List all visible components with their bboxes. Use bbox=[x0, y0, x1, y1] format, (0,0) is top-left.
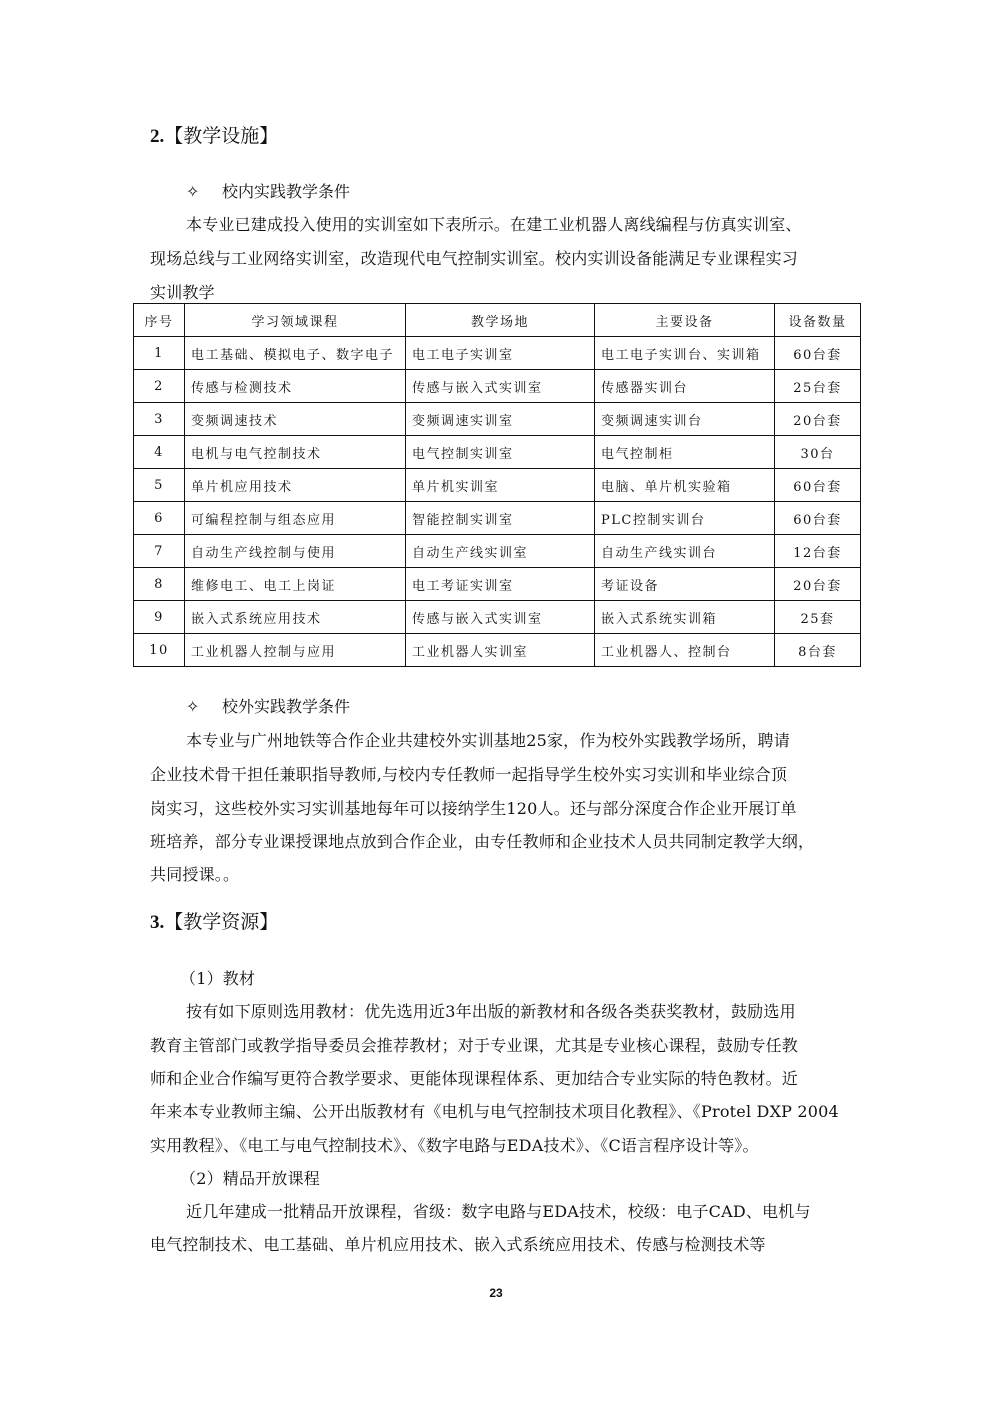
table-row bbox=[134, 370, 861, 403]
section-title: 【教学资源】 bbox=[164, 911, 279, 933]
cell-index: 8 bbox=[134, 568, 185, 601]
cell-equipment: 变频调速实训台 bbox=[595, 403, 775, 436]
cell-quantity: 25台套 bbox=[775, 370, 861, 403]
diamond-bullet-icon: ✧ bbox=[186, 697, 200, 716]
cell-quantity: 8台套 bbox=[775, 634, 861, 667]
subheading-offcampus: 校外实践教学条件 bbox=[222, 697, 351, 716]
paragraph-line: 岗实习，这些校外实习实训基地每年可以接纳学生120人。还与部分深度合作企业开展订单 bbox=[150, 799, 797, 818]
cell-course: 变频调速技术 bbox=[185, 403, 406, 436]
bullet-oncampus bbox=[186, 179, 350, 202]
paragraph-line: 现场总线与工业网络实训室，改造现代电气控制实训室。校内实训设备能满足专业课程实习 bbox=[150, 249, 799, 268]
table-row bbox=[134, 403, 861, 436]
subheading-oncampus: 校内实践教学条件 bbox=[222, 182, 351, 201]
section-title: 【教学设施】 bbox=[164, 125, 279, 147]
table-row bbox=[134, 436, 861, 469]
cell-index: 3 bbox=[134, 403, 185, 436]
cell-equipment: 嵌入式系统实训箱 bbox=[595, 601, 775, 634]
header-equipment: 主要设备 bbox=[595, 304, 775, 337]
cell-course: 工业机器人控制与应用 bbox=[185, 634, 406, 667]
cell-index: 6 bbox=[134, 502, 185, 535]
cell-equipment: 电脑、单片机实验箱 bbox=[595, 469, 775, 502]
paragraph-line: 本专业与广州地铁等合作企业共建校外实训基地25家，作为校外实践教学场所，聘请 bbox=[186, 731, 790, 750]
cell-venue: 单片机实训室 bbox=[406, 469, 595, 502]
paragraph-line: 教育主管部门或教学指导委员会推荐教材；对于专业课，尤其是专业核心课程，鼓励专任教 bbox=[150, 1036, 799, 1055]
cell-course: 嵌入式系统应用技术 bbox=[185, 601, 406, 634]
table-row bbox=[134, 502, 861, 535]
table-row bbox=[134, 601, 861, 634]
cell-venue: 智能控制实训室 bbox=[406, 502, 595, 535]
subheading-textbooks: （1）教材 bbox=[180, 969, 256, 988]
section-heading-resources: 3.【教学资源】 bbox=[150, 911, 279, 933]
paragraph-line: 企业技术骨干担任兼职指导教师,与校内专任教师一起指导学生校外实习实训和毕业综合顶 bbox=[150, 765, 788, 784]
cell-index: 1 bbox=[134, 337, 185, 370]
cell-index: 10 bbox=[134, 634, 185, 667]
table-row bbox=[134, 634, 861, 667]
cell-venue: 变频调速实训室 bbox=[406, 403, 595, 436]
cell-venue: 传感与嵌入式实训室 bbox=[406, 601, 595, 634]
cell-equipment: 自动生产线实训台 bbox=[595, 535, 775, 568]
cell-course: 电机与电气控制技术 bbox=[185, 436, 406, 469]
cell-venue: 电工考证实训室 bbox=[406, 568, 595, 601]
cell-course: 单片机应用技术 bbox=[185, 469, 406, 502]
diamond-bullet-icon: ✧ bbox=[186, 182, 200, 201]
paragraph-line: 近几年建成一批精品开放课程，省级：数字电路与EDA技术，校级：电子CAD、电机与 bbox=[186, 1202, 811, 1221]
cell-equipment: PLC控制实训台 bbox=[595, 502, 775, 535]
cell-quantity: 30台 bbox=[775, 436, 861, 469]
cell-quantity: 60台套 bbox=[775, 502, 861, 535]
cell-quantity: 12台套 bbox=[775, 535, 861, 568]
cell-equipment: 工业机器人、控制台 bbox=[595, 634, 775, 667]
cell-quantity: 20台套 bbox=[775, 568, 861, 601]
table-row bbox=[134, 535, 861, 568]
table-row bbox=[134, 337, 861, 370]
cell-equipment: 电工电子实训台、实训箱 bbox=[595, 337, 775, 370]
table-header-row bbox=[134, 304, 861, 337]
subheading-courses: （2）精品开放课程 bbox=[180, 1169, 320, 1188]
cell-course: 电工基础、模拟电子、数字电子 bbox=[185, 337, 406, 370]
header-course: 学习领域课程 bbox=[185, 304, 406, 337]
cell-venue: 工业机器人实训室 bbox=[406, 634, 595, 667]
cell-venue: 自动生产线实训室 bbox=[406, 535, 595, 568]
cell-quantity: 25套 bbox=[775, 601, 861, 634]
paragraph-line: 年来本专业教师主编、公开出版教材有《电机与电气控制技术项目化教程》、《Protel DXP 2004 bbox=[150, 1102, 839, 1121]
cell-index: 9 bbox=[134, 601, 185, 634]
cell-course: 可编程控制与组态应用 bbox=[185, 502, 406, 535]
header-quantity: 设备数量 bbox=[775, 304, 861, 337]
paragraph-line: 按有如下原则选用教材：优先选用近3年出版的新教材和各级各类获奖教材，鼓励选用 bbox=[186, 1002, 796, 1021]
cell-course: 自动生产线控制与使用 bbox=[185, 535, 406, 568]
cell-index: 7 bbox=[134, 535, 185, 568]
paragraph-line: 共同授课。。 bbox=[150, 865, 240, 884]
paragraph-line: 实用教程》、《电工与电气控制技术》、《数字电路与EDA技术》、《C语言程序设计等》。 bbox=[150, 1136, 759, 1155]
cell-index: 5 bbox=[134, 469, 185, 502]
cell-equipment: 传感器实训台 bbox=[595, 370, 775, 403]
cell-quantity: 60台套 bbox=[775, 337, 861, 370]
table-row bbox=[134, 469, 861, 502]
section-heading-facilities: 2.【教学设施】 bbox=[150, 125, 279, 147]
cell-venue: 电工电子实训室 bbox=[406, 337, 595, 370]
header-venue: 教学场地 bbox=[406, 304, 595, 337]
page-number: 23 bbox=[489, 1286, 503, 1300]
cell-index: 2 bbox=[134, 370, 185, 403]
cell-course: 维修电工、电工上岗证 bbox=[185, 568, 406, 601]
bullet-offcampus bbox=[186, 694, 350, 717]
cell-venue: 电气控制实训室 bbox=[406, 436, 595, 469]
header-index: 序号 bbox=[134, 304, 185, 337]
paragraph-line: 电气控制技术、电工基础、单片机应用技术、嵌入式系统应用技术、传感与检测技术等 bbox=[150, 1235, 766, 1254]
cell-quantity: 60台套 bbox=[775, 469, 861, 502]
cell-equipment: 电气控制柜 bbox=[595, 436, 775, 469]
paragraph-line: 班培养，部分专业课授课地点放到合作企业，由专任教师和企业技术人员共同制定教学大纲， bbox=[150, 832, 815, 851]
paragraph-line: 实训教学 bbox=[150, 283, 215, 302]
table-row bbox=[134, 568, 861, 601]
cell-quantity: 20台套 bbox=[775, 403, 861, 436]
cell-equipment: 考证设备 bbox=[595, 568, 775, 601]
cell-course: 传感与检测技术 bbox=[185, 370, 406, 403]
cell-venue: 传感与嵌入式实训室 bbox=[406, 370, 595, 403]
paragraph-line: 本专业已建成投入使用的实训室如下表所示。在建工业机器人离线编程与仿真实训室、 bbox=[186, 215, 802, 234]
facilities-table bbox=[133, 303, 861, 667]
cell-index: 4 bbox=[134, 436, 185, 469]
paragraph-line: 师和企业合作编写更符合教学要求、更能体现课程体系、更加结合专业实际的特色教材。近 bbox=[150, 1069, 799, 1088]
